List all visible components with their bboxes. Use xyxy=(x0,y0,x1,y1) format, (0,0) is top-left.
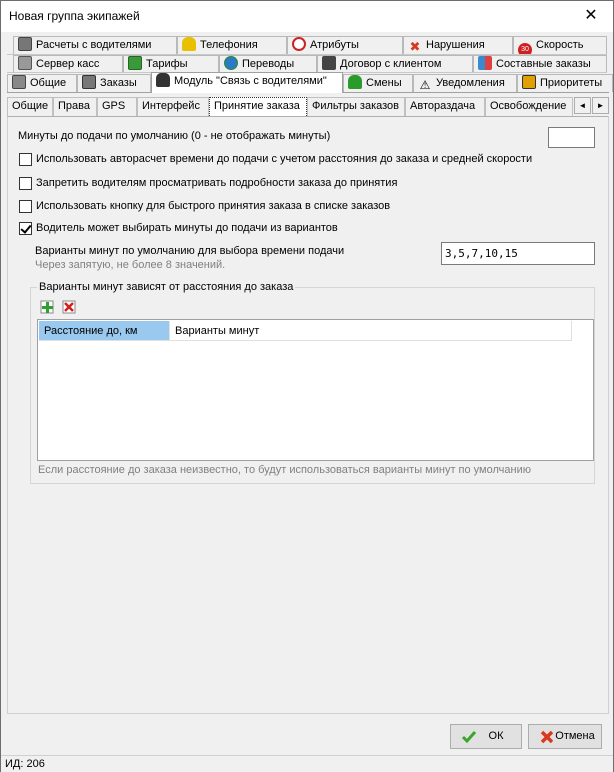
tab-priorities[interactable]: Приоритеты xyxy=(517,74,613,92)
tab-attributes[interactable]: Атрибуты xyxy=(287,36,403,54)
subtab-scroll xyxy=(574,97,610,114)
subtab-order-filters[interactable]: Фильтры заказов xyxy=(307,97,405,116)
window-title: Новая группа экипажей xyxy=(9,9,140,23)
tab-tariffs[interactable]: Тарифы xyxy=(123,55,219,73)
people-icon xyxy=(348,75,362,89)
tab-row-3 xyxy=(7,74,613,92)
variants-label: Варианты минут по умолчанию для выбора времени подачи xyxy=(35,245,345,257)
cancel-button[interactable]: Отмена xyxy=(528,724,602,749)
status-id: ИД: 206 xyxy=(5,758,45,770)
tab-driver-module[interactable]: Модуль "Связь с водителями" xyxy=(151,72,343,93)
subtab-release[interactable]: Освобождение xyxy=(485,97,573,116)
tab-driver-settlements[interactable]: Расчеты с водителями xyxy=(13,36,177,54)
subtab-order-acceptance[interactable]: Принятие заказа xyxy=(209,97,307,116)
choose-minutes-label: Водитель может выбирать минуты до подачи из вариантов xyxy=(36,222,338,234)
subtab-interface[interactable]: Интерфейс xyxy=(137,97,209,116)
red-x-icon: ✖ xyxy=(409,39,421,54)
tab-speed[interactable]: 30 Скорость xyxy=(513,36,607,54)
add-row-icon[interactable] xyxy=(40,300,54,314)
tariff-icon xyxy=(128,56,142,70)
tab-cash-server[interactable]: Сервер касс xyxy=(13,55,123,73)
forbid-details-label: Запретить водителям просматривать подробности заказа до принятия xyxy=(36,177,398,189)
distance-group-title: Варианты минут зависят от расстояния до заказа xyxy=(39,281,294,293)
tab-orders[interactable]: Заказы xyxy=(77,74,151,92)
calculator-icon xyxy=(18,37,32,51)
no-smoking-icon xyxy=(292,37,306,51)
speed-limit-icon: 30 xyxy=(518,43,532,57)
variants-hint: Через запятую, не более 8 значений. xyxy=(35,259,226,271)
puzzle-icon xyxy=(478,56,492,70)
tab-telephony[interactable]: Телефония xyxy=(177,36,287,54)
variants-input[interactable]: 3,5,7,10,15 xyxy=(441,242,595,265)
tab-row-1 xyxy=(7,36,607,54)
general-icon xyxy=(12,75,26,89)
priority-icon xyxy=(522,75,536,89)
tab-shifts[interactable]: Смены xyxy=(343,74,413,92)
tab-client-contract[interactable]: Договор с клиентом xyxy=(317,55,473,73)
column-distance[interactable]: Расстояние до, км xyxy=(39,321,170,341)
subtab-auto-dispatch[interactable]: Авторaздача xyxy=(405,97,485,116)
distance-note: Если расстояние до заказа неизвестно, то будут использоваться варианты минут по умолчанию xyxy=(38,464,531,476)
subtab-general[interactable]: Общие xyxy=(7,97,53,116)
subtab-rights[interactable]: Права xyxy=(53,97,97,116)
orders-icon xyxy=(82,75,96,89)
cash-server-icon xyxy=(18,56,32,70)
tab-notifications[interactable]: ⚠ Уведомления xyxy=(413,74,517,92)
subtab-gps[interactable]: GPS xyxy=(97,97,137,116)
tab-translations[interactable]: Переводы xyxy=(219,55,317,73)
scroll-right-icon[interactable]: ► xyxy=(592,97,609,114)
driver-icon xyxy=(156,73,170,87)
quick-accept-checkbox[interactable] xyxy=(19,200,32,213)
minutes-default-input[interactable] xyxy=(548,127,595,148)
minutes-default-label: Минуты до подачи по умолчанию (0 - не отображать минуты) xyxy=(18,130,331,142)
telephone-icon xyxy=(182,37,196,51)
tab-compound-orders[interactable]: Составные заказы xyxy=(473,55,607,73)
column-minute-variants[interactable]: Варианты минут xyxy=(170,321,572,341)
ok-button[interactable]: ОК xyxy=(450,724,522,749)
distance-grid[interactable] xyxy=(37,319,594,461)
close-icon[interactable]: ✕ xyxy=(584,7,598,24)
tab-violations[interactable]: ✖ Нарушения xyxy=(403,36,513,54)
title-bar xyxy=(1,1,613,32)
contract-icon xyxy=(322,56,336,70)
forbid-details-checkbox[interactable] xyxy=(19,177,32,190)
warning-icon: ⚠ xyxy=(419,78,431,92)
autocalc-checkbox[interactable] xyxy=(19,153,32,166)
globe-icon xyxy=(224,56,238,70)
tab-general[interactable]: Общие xyxy=(7,74,77,92)
scroll-left-icon[interactable]: ◄ xyxy=(574,97,591,114)
status-bar xyxy=(1,755,613,772)
delete-row-icon[interactable] xyxy=(62,300,76,314)
quick-accept-label: Использовать кнопку для быстрого принятия заказа в списке заказов xyxy=(36,200,391,212)
autocalc-label: Использовать авторасчет времени до подачи с учетом расстояния до заказа и средней скорости xyxy=(36,153,533,165)
tab-row-2 xyxy=(7,55,607,73)
subtab-strip xyxy=(7,97,613,116)
choose-minutes-checkbox[interactable] xyxy=(19,222,32,235)
